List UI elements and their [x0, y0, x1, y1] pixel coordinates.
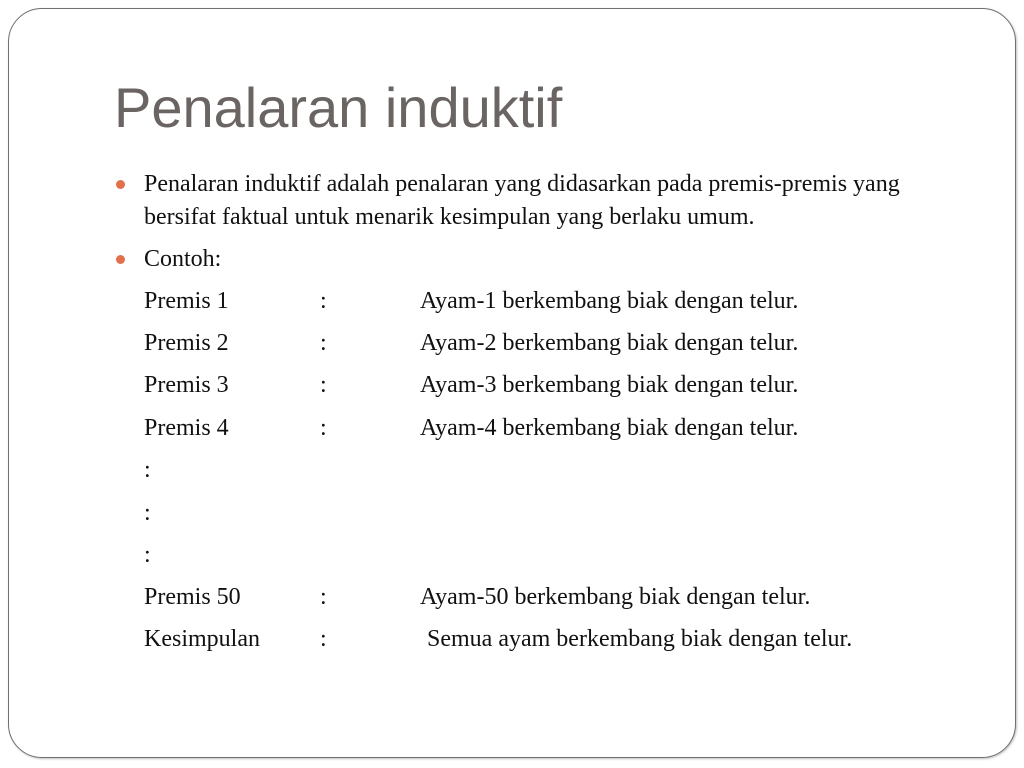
row-label: Kesimpulan: [144, 626, 260, 652]
row-colon: :: [320, 372, 327, 398]
example-heading: Contoh:: [144, 246, 222, 272]
row-label: Premis 50: [144, 584, 241, 610]
definition-paragraph: Penalaran induktif adalah penalaran yang didasarkan pada premis-premis yang bersifat faktual untuk menarik kesimpulan yang berlaku umum.: [144, 171, 900, 230]
row-colon: :: [320, 330, 327, 356]
bullet-dot-icon: [116, 255, 125, 264]
row-value: Ayam-3 berkembang biak dengan telur.: [420, 372, 799, 398]
row-value: Ayam-1 berkembang biak dengan telur.: [420, 288, 799, 314]
row-label: :: [144, 500, 151, 526]
row-colon: :: [320, 288, 327, 314]
row-colon: :: [320, 626, 327, 652]
row-value: Ayam-50 berkembang biak dengan telur.: [420, 584, 811, 610]
row-value: Ayam-2 berkembang biak dengan telur.: [420, 330, 799, 356]
slide-title: Penalaran induktif: [114, 76, 563, 139]
row-colon: :: [320, 415, 327, 441]
bullet-dot-icon: [116, 180, 125, 189]
row-label: :: [144, 542, 151, 568]
row-value: Ayam-4 berkembang biak dengan telur.: [420, 415, 799, 441]
row-label: Premis 4: [144, 415, 229, 441]
row-colon: :: [320, 584, 327, 610]
row-label: Premis 1: [144, 288, 229, 314]
row-label: :: [144, 457, 151, 483]
row-value: Semua ayam berkembang biak dengan telur.: [427, 626, 853, 652]
row-label: Premis 3: [144, 372, 229, 398]
row-label: Premis 2: [144, 330, 229, 356]
